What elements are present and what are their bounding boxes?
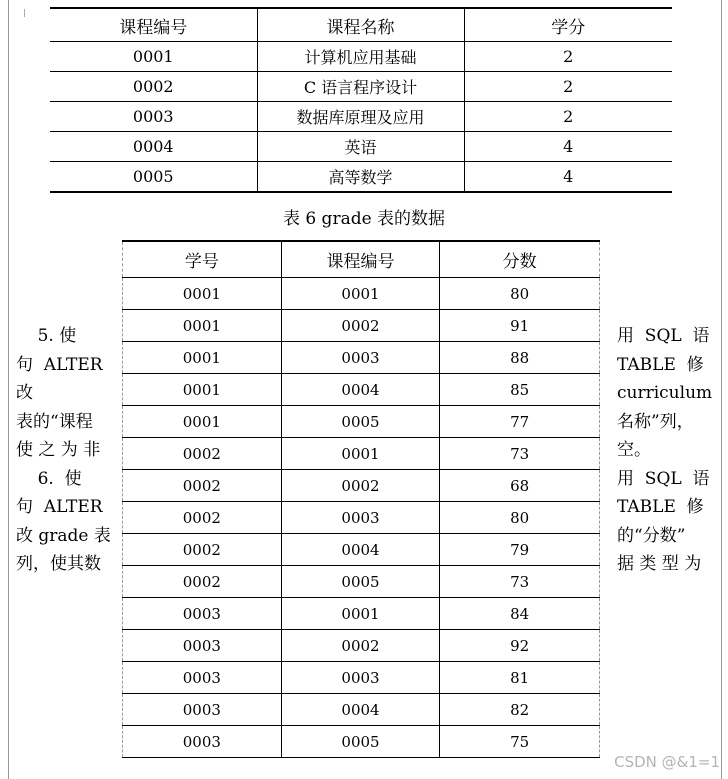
right-text-line: 据 类 型 为 (617, 554, 702, 574)
right-question-text (617, 322, 712, 579)
grade-table-cell: 0002 (123, 438, 282, 470)
table-row (123, 726, 600, 758)
right-text-line: 的“分数” (617, 525, 686, 546)
grade-table-cell: 85 (440, 374, 600, 406)
grade-table-cell: 0003 (281, 662, 440, 694)
grade-table-cell: 0004 (281, 694, 440, 726)
course-table (50, 7, 672, 193)
left-text-line: 列，使其数 (16, 554, 101, 574)
grade-table-cell: 73 (440, 438, 600, 470)
course-table-cell: 0004 (50, 132, 257, 162)
grade-table-cell: 0002 (123, 502, 282, 534)
course-table-header-cell: 学分 (464, 8, 672, 42)
table-row (123, 630, 600, 662)
course-table-header-cell: 课程编号 (50, 8, 257, 42)
course-table-cell: 4 (464, 162, 672, 193)
right-text-line: TABLE 修 (617, 497, 704, 517)
page-border-right (721, 0, 722, 779)
table-row (123, 694, 600, 726)
crop-mark (24, 9, 25, 17)
page-border-left (8, 0, 9, 779)
grade-table (122, 240, 600, 758)
grade-table-cell: 0002 (281, 310, 440, 342)
grade-table-cell: 84 (440, 598, 600, 630)
grade-table-cell: 0002 (123, 470, 282, 502)
grade-table-cell: 0002 (123, 534, 282, 566)
left-text-line: 5. 使 (16, 326, 77, 346)
table-row (50, 42, 672, 72)
course-table-cell: 2 (464, 72, 672, 102)
course-table-cell: 0001 (50, 42, 257, 72)
right-text-line: TABLE 修 (617, 354, 704, 375)
grade-table-cell: 0001 (281, 278, 440, 310)
table-row (123, 342, 600, 374)
grade-table-cell: 0001 (123, 374, 282, 406)
table-row (123, 278, 600, 310)
grade-table-cell: 0003 (281, 502, 440, 534)
course-table-cell: 0005 (50, 162, 257, 193)
grade-table-cell: 0003 (123, 630, 282, 662)
course-table-cell: 数据库原理及应用 (257, 102, 464, 132)
course-table-cell: 0002 (50, 72, 257, 102)
grade-table-cell: 0003 (123, 598, 282, 630)
grade-table-cell: 0004 (281, 374, 440, 406)
left-text-line: 句 ALTER (16, 354, 103, 375)
right-text-line: 名称”列， (617, 411, 694, 432)
watermark: CSDN @&1=1 (614, 753, 720, 771)
grade-table-cell: 0001 (123, 310, 282, 342)
table-row (123, 534, 600, 566)
left-text-line: 使 之 为 非 (16, 440, 101, 460)
right-text-line: 用 SQL 语 (617, 326, 710, 346)
grade-table-cell: 0002 (281, 630, 440, 662)
right-text-line: 用 SQL 语 (617, 468, 710, 489)
left-text-line: 改 (16, 383, 33, 403)
grade-table-cell: 0001 (123, 278, 282, 310)
table-row (123, 438, 600, 470)
grade-table-header-cell: 分数 (440, 241, 600, 278)
grade-table-cell: 79 (440, 534, 600, 566)
grade-table-cell: 82 (440, 694, 600, 726)
course-table-header-row (50, 8, 672, 42)
course-table-cell: 2 (464, 42, 672, 72)
grade-table-header-row (123, 241, 600, 278)
grade-table-cell: 0003 (123, 726, 282, 758)
course-table-cell: 计算机应用基础 (257, 42, 464, 72)
grade-table-cell: 81 (440, 662, 600, 694)
grade-table-cell: 68 (440, 470, 600, 502)
right-text-line: curriculum (617, 383, 713, 403)
table-row (123, 662, 600, 694)
grade-table-cell: 0001 (123, 342, 282, 374)
table-row (123, 470, 600, 502)
grade-table-cell: 0005 (281, 566, 440, 598)
grade-table-cell: 92 (440, 630, 600, 662)
course-table-cell: 高等数学 (257, 162, 464, 193)
course-table-cell: 0003 (50, 102, 257, 132)
grade-table-cell: 91 (440, 310, 600, 342)
table-row (123, 566, 600, 598)
grade-table-cell: 88 (440, 342, 600, 374)
grade-table-cell: 0003 (123, 694, 282, 726)
grade-table-cell: 0003 (281, 342, 440, 374)
grade-table-cell: 0004 (281, 534, 440, 566)
table-row (50, 72, 672, 102)
left-text-line: 表的“课程 (16, 411, 93, 432)
course-table-header-cell: 课程名称 (257, 8, 464, 42)
grade-table-cell: 75 (440, 726, 600, 758)
grade-table-cell: 77 (440, 406, 600, 438)
grade-table-cell: 0001 (123, 406, 282, 438)
table-row (123, 598, 600, 630)
grade-table-cell: 0003 (123, 662, 282, 694)
table-row (50, 102, 672, 132)
table-row (123, 502, 600, 534)
grade-table-cell: 0001 (281, 438, 440, 470)
grade-table-caption: 表 6 grade 表的数据 (282, 209, 446, 229)
table-row (123, 310, 600, 342)
left-text-line: 句 ALTER (16, 497, 103, 517)
grade-table-cell: 0002 (281, 470, 440, 502)
course-table-cell: 4 (464, 132, 672, 162)
grade-table-header-cell: 课程编号 (281, 241, 440, 278)
right-text-line: 空。 (617, 440, 651, 460)
table-row (123, 406, 600, 438)
grade-table-cell: 73 (440, 566, 600, 598)
course-table-cell: C 语言程序设计 (257, 72, 464, 102)
table-row (50, 162, 672, 193)
table-row (123, 374, 600, 406)
grade-table-cell: 80 (440, 278, 600, 310)
left-question-text (16, 322, 111, 579)
grade-table-cell: 0001 (281, 598, 440, 630)
left-text-line: 6. 使 (16, 468, 82, 489)
grade-table-header-cell: 学号 (123, 241, 282, 278)
course-table-cell: 英语 (257, 132, 464, 162)
left-text-line: 改 grade 表 (16, 525, 111, 546)
grade-table-cell: 80 (440, 502, 600, 534)
course-table-cell: 2 (464, 102, 672, 132)
grade-table-cell: 0005 (281, 726, 440, 758)
table-row (50, 132, 672, 162)
grade-table-cell: 0002 (123, 566, 282, 598)
grade-table-cell: 0005 (281, 406, 440, 438)
